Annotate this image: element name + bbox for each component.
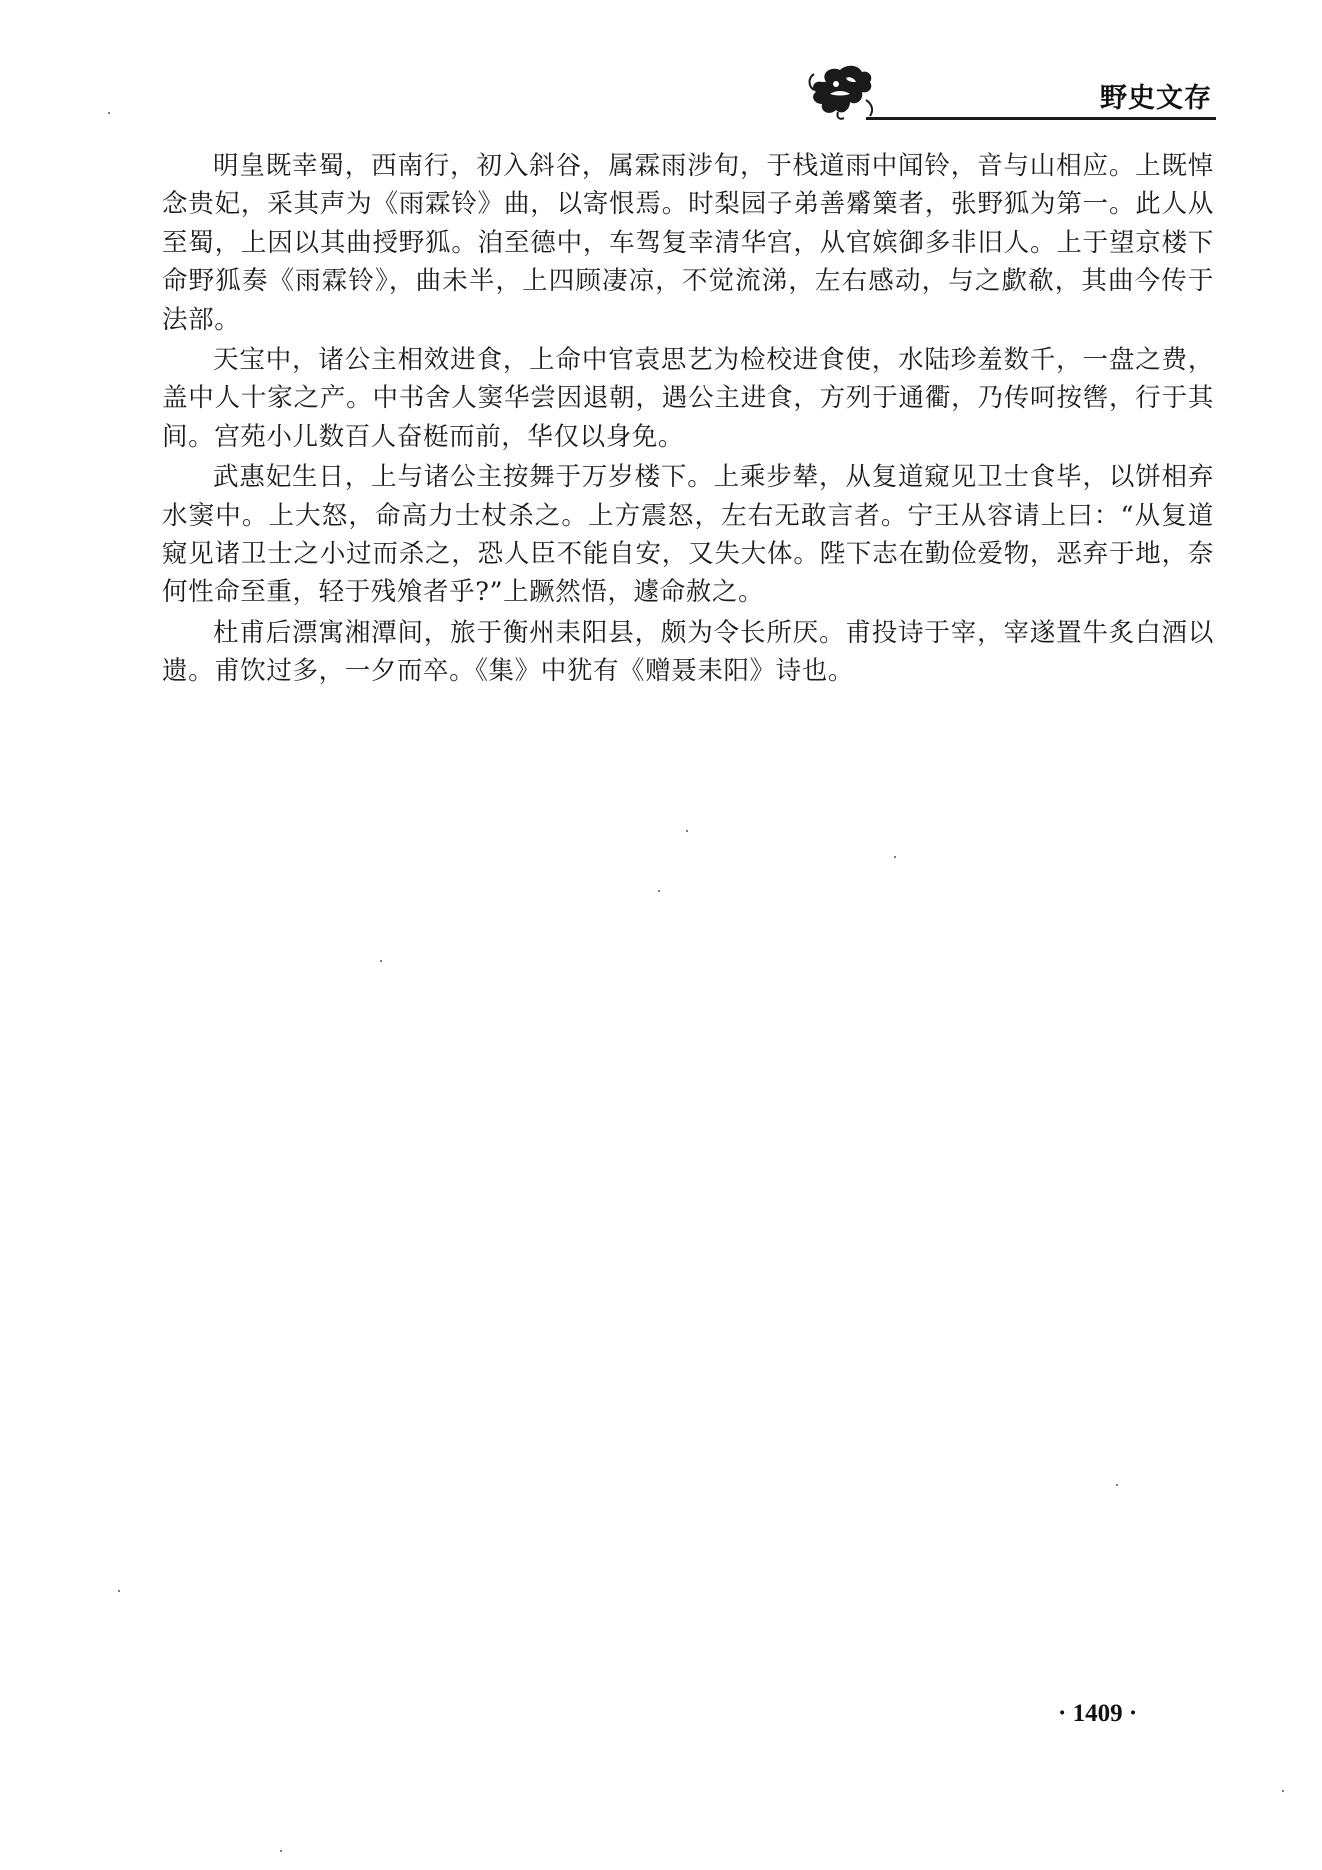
body-text — [162, 147, 1214, 691]
scan-speck — [280, 1850, 282, 1852]
paragraph: 天宝中，诸公主相效进食，上命中官袁思艺为检校进食使，水陆珍羞数千，一盘之费，盖中人十家之产。中书舍人窦华尝因退朝，遇公主进食，方列于通衢，乃传呵按辔，行于其间。宫苑小儿数百人奋梃而前，华仅以身免。 — [162, 345, 1214, 452]
header-rule — [866, 117, 1216, 120]
scan-speck — [686, 830, 688, 832]
scan-speck — [1282, 1790, 1284, 1792]
scan-speck — [1116, 1484, 1118, 1486]
scan-speck — [658, 890, 660, 892]
running-header — [806, 60, 1216, 124]
paragraph: 杜甫后漂寓湘潭间，旅于衡州耒阳县，颇为令长所厌。甫投诗于宰，宰遂置牛炙白酒以遗。甫饮过多，一夕而卒。《集》中犹有《赠聂耒阳》诗也。 — [162, 617, 1214, 687]
header-title: 野史文存 — [1100, 83, 1212, 114]
scan-speck — [118, 1590, 120, 1592]
paragraph: 武惠妃生日，上与诸公主按舞于万岁楼下。上乘步辇，从复道窥见卫士食毕，以饼相弃水窦中。上大怒，命高力士杖杀之。上方震怒，左右无敢言者。宁王从容请上曰：“从复道窥见诸卫士之小过而杀之，恐人臣不能自安，又失大体。陛下志在勤俭爱物，恶弃于地，奈何性命至重，轻于残飧者乎?”上蹶然悟，遽命赦之。 — [162, 462, 1214, 608]
scan-speck — [108, 112, 110, 114]
scan-speck — [894, 856, 896, 858]
dragon-emblem-icon — [806, 60, 876, 122]
scan-speck — [380, 960, 382, 962]
paragraph: 明皇既幸蜀，西南行，初入斜谷，属霖雨涉旬，于栈道雨中闻铃，音与山相应。上既悼念贵妃，采其声为《雨霖铃》曲，以寄恨焉。时梨园子弟善觱篥者，张野狐为第一。此人从至蜀，上因以其曲授野狐。洎至德中，车驾复幸清华宫，从官嫔御多非旧人。上于望京楼下命野狐奏《雨霖铃》，曲未半，上四顾凄凉，不觉流涕，左右感动，与之歔欷，其曲今传于法部。 — [162, 151, 1214, 335]
page-number: · 1409 · — [1058, 1700, 1138, 1727]
